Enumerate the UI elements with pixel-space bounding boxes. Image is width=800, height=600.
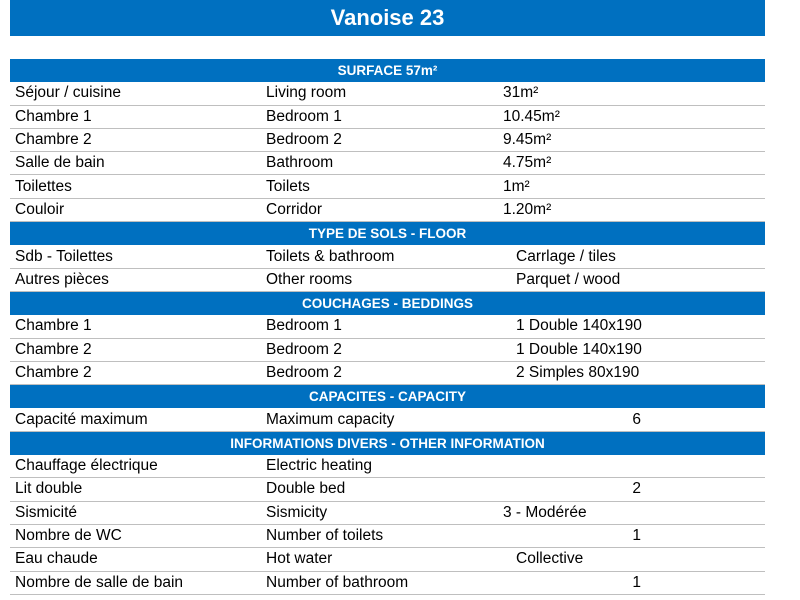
value-cell: 3 - Modérée [503,503,587,521]
french-label: Couloir [15,200,65,218]
value-cell: Carrlage / tiles [516,247,616,265]
french-label: Toilettes [15,177,72,195]
value-cell: 1 Double 140x190 [516,317,642,335]
english-label: Bedroom 1 [266,317,342,335]
value-cell: 1 Double 140x190 [516,340,642,358]
english-label: Bathroom [266,154,334,172]
value-cell: 1m² [503,177,530,195]
table-row [10,175,765,198]
table-row [10,455,765,478]
english-label: Toilets & bathroom [266,247,395,265]
apartment-spec-table [10,59,765,595]
english-label: Living room [266,84,347,102]
value-cell: 4.75m² [503,154,552,172]
french-label: Chambre 2 [15,131,92,149]
table-row [10,339,765,362]
english-label: Maximum capacity [266,410,395,428]
english-label: Bedroom 2 [266,131,342,149]
french-label: Chambre 2 [15,364,92,381]
french-label: Nombre de WC [15,527,122,545]
english-label: Bedroom 2 [266,340,342,358]
page-title: Vanoise 23 [330,5,445,30]
english-label: Toilets [266,177,310,195]
table-row [10,245,765,268]
table-row [10,315,765,338]
table-row [10,269,765,292]
section-header-other-information: INFORMATIONS DIVERS - OTHER INFORMATION [10,432,765,455]
section-header-beddings: COUCHAGES - BEDDINGS [10,292,765,315]
english-label: Other rooms [266,270,353,288]
table-row [10,408,765,431]
french-label: Chambre 2 [15,340,92,358]
french-label: Eau chaude [15,550,98,568]
value-cell: 2 [632,480,641,498]
value-cell: 1 [632,573,641,591]
value-cell: 2 Simples 80x190 [516,364,640,381]
english-label: Bedroom 1 [266,107,342,125]
value-cell: Parquet / wood [516,270,621,288]
french-label: Chambre 1 [15,107,92,125]
english-label: Number of toilets [266,527,384,545]
english-label: Electric heating [266,457,372,475]
english-label: Sismicity [266,503,328,521]
french-label: Chauffage électrique [15,457,158,475]
french-label: Nombre de salle de bain [15,573,184,591]
value-cell: 10.45m² [503,107,560,125]
french-label: Sismicité [15,503,78,521]
french-label: Lit double [15,480,83,498]
value-cell: 1 [632,527,641,545]
table-row [10,572,765,595]
table-row [10,82,765,105]
value-cell: 31m² [503,84,539,102]
section-header-capacity: CAPACITES - CAPACITY [10,385,765,408]
english-label: Double bed [266,480,346,498]
table-row [10,525,765,548]
section-header-floor: TYPE DE SOLS - FLOOR [10,222,765,245]
value-cell: 6 [632,410,641,428]
english-label: Number of bathroom [266,573,409,591]
french-label: Chambre 1 [15,317,92,335]
french-label: Salle de bain [15,154,105,172]
english-label: Bedroom 2 [266,364,342,381]
french-label: Sdb - Toilettes [15,247,113,265]
table-row [10,362,765,385]
english-label: Hot water [266,550,333,568]
value-cell: 1.20m² [503,200,552,218]
french-label: Séjour / cuisine [15,84,121,102]
table-row [10,548,765,571]
table-row [10,152,765,175]
title-banner [10,0,765,36]
value-cell: 9.45m² [503,131,552,149]
english-label: Corridor [266,200,322,218]
french-label: Autres pièces [15,270,109,288]
table-row [10,129,765,152]
table-row [10,502,765,525]
table-row [10,106,765,129]
table-row [10,478,765,501]
section-header-surface: SURFACE 57m² [10,59,765,82]
table-row [10,199,765,222]
value-cell: Collective [516,550,584,568]
french-label: Capacité maximum [15,410,148,428]
